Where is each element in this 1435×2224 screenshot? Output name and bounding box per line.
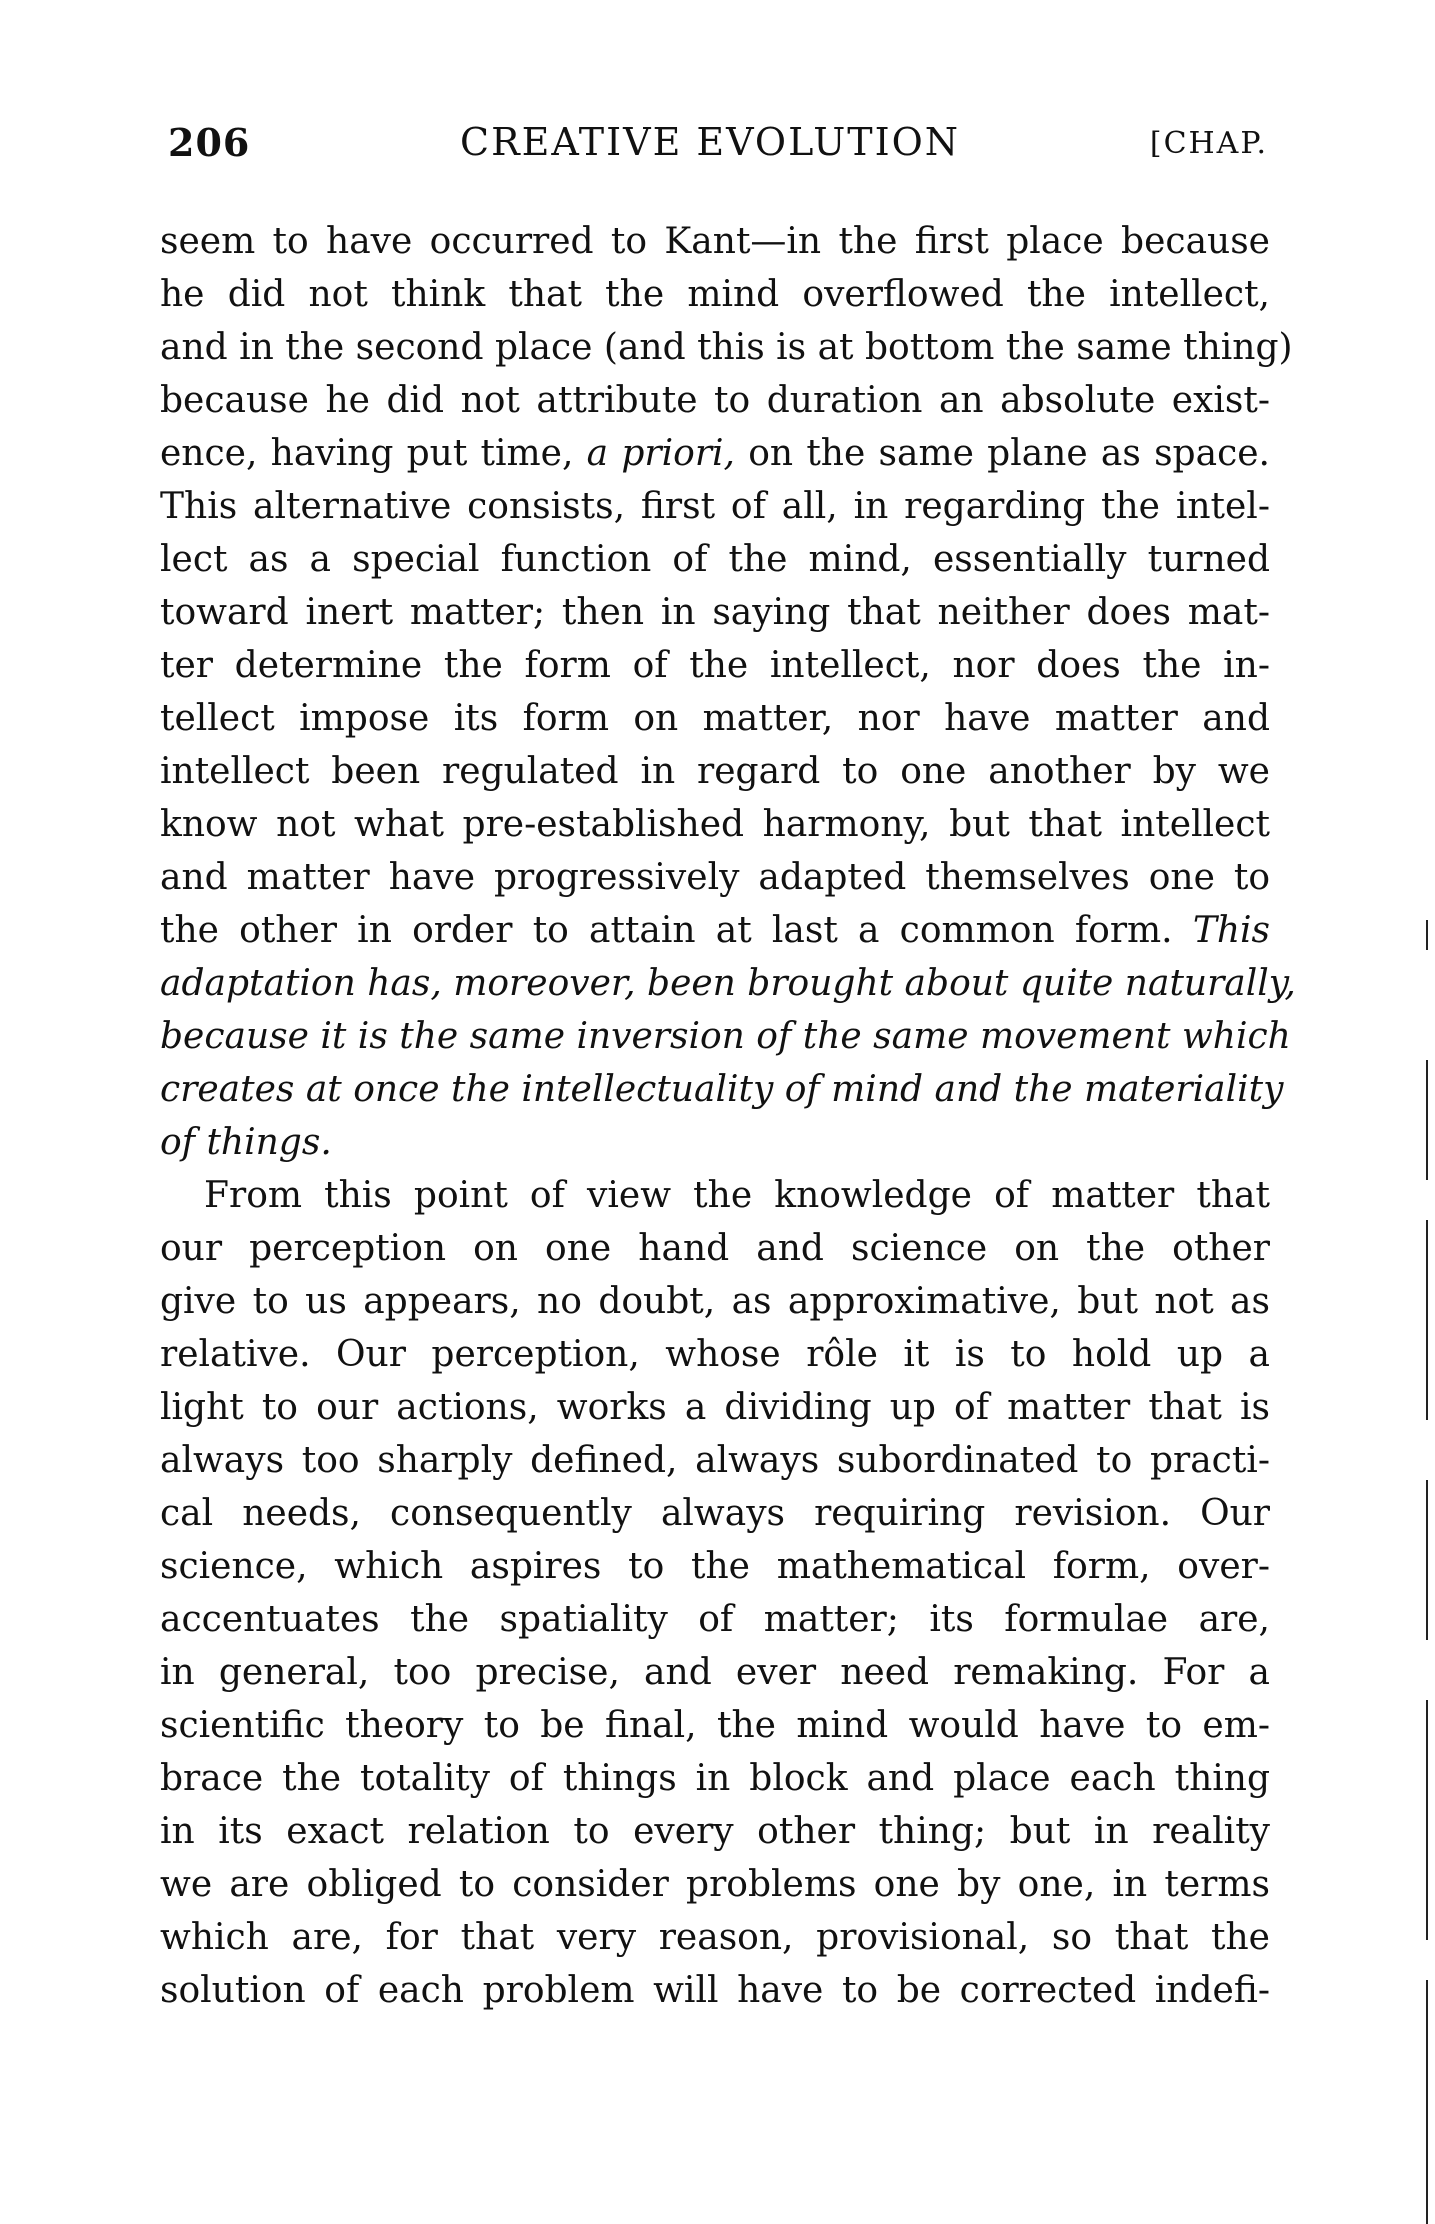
text-line: solution of each problem will have to be corrected indefi- (160, 1970, 1270, 2011)
text-line: seem to have occurred to Kant—in the first place because (160, 221, 1270, 262)
text-line: intellect been regulated in regard to one another by we (160, 751, 1270, 792)
text-line: he did not think that the mind overflowed the intellect, (160, 274, 1270, 315)
italic-phrase: This (1192, 910, 1270, 951)
text-line (160, 957, 1296, 1010)
text-line: we are obliged to consider problems one by one, in terms (160, 1864, 1270, 1905)
chapter-marker: [CHAP. (1149, 126, 1268, 161)
text-line (160, 427, 1270, 480)
italic-phrase: because it is the same inversion of the same movement which (160, 1016, 1291, 1057)
text-line: lect as a special function of the mind, essentially turned (160, 539, 1270, 580)
text-run: ence, having put time, (160, 433, 574, 474)
text-line: This alternative consists, first of all, in regarding the intel- (160, 486, 1270, 527)
scan-mark (1426, 1980, 1428, 2224)
page-number: 206 (168, 120, 251, 165)
italic-phrase: a priori, (586, 433, 735, 474)
text-line: because he did not attribute to duration an absolute exist- (160, 380, 1270, 421)
text-line (160, 1063, 1284, 1116)
text-line: our perception on one hand and science on the other (160, 1228, 1270, 1269)
text-line: cal needs, consequently always requiring revision. Our (160, 1493, 1270, 1534)
scan-edge-marks (1421, 880, 1435, 2224)
text-line: light to our actions, works a dividing up of matter that is (160, 1387, 1270, 1428)
text-run: the other in order to attain at last a common form. (160, 910, 1173, 951)
scan-mark (1426, 1220, 1428, 1420)
text-line (160, 904, 1270, 957)
text-line: and matter have progressively adapted themselves one to (160, 857, 1270, 898)
running-title: CREATIVE EVOLUTION (460, 120, 961, 164)
text-line: accentuates the spatiality of matter; its formulae are, (160, 1599, 1270, 1640)
text-line: give to us appears, no doubt, as approximative, but not as (160, 1281, 1270, 1322)
text-run: on the same plane as space. (748, 433, 1270, 474)
scan-mark (1426, 1700, 1428, 1940)
text-line: toward inert matter; then in saying that neither does mat- (160, 592, 1270, 633)
text-line: always too sharply defined, always subordinated to practi- (160, 1440, 1270, 1481)
text-line: and in the second place (and this is at bottom the same thing) (160, 327, 1293, 368)
body-text (160, 215, 1296, 2017)
scan-mark (1426, 920, 1428, 950)
text-line: which are, for that very reason, provisional, so that the (160, 1917, 1270, 1958)
text-line: relative. Our perception, whose rôle it is to hold up a (160, 1334, 1270, 1375)
text-line (160, 1116, 1270, 1169)
text-line: brace the totality of things in block and place each thing (160, 1758, 1270, 1799)
italic-phrase: creates at once the intellectuality of mind and the materiality (160, 1069, 1284, 1110)
text-line: know not what pre-established harmony, but that intellect (160, 804, 1270, 845)
scan-mark (1426, 1060, 1428, 1180)
text-line: in its exact relation to every other thing; but in reality (160, 1811, 1270, 1852)
text-line: science, which aspires to the mathematical form, over- (160, 1546, 1270, 1587)
paragraph-start-line: From this point of view the knowledge of matter that (204, 1175, 1270, 1216)
text-line: tellect impose its form on matter, nor have matter and (160, 698, 1270, 739)
running-header (168, 120, 1268, 180)
italic-phrase: adaptation has, moreover, been brought about quite naturally, (160, 963, 1296, 1004)
italic-phrase: of things. (160, 1122, 332, 1163)
text-line: ter determine the form of the intellect, nor does the in- (160, 645, 1270, 686)
text-line: scientific theory to be final, the mind would have to em- (160, 1705, 1270, 1746)
text-line (160, 1010, 1291, 1063)
text-line: in general, too precise, and ever need remaking. For a (160, 1652, 1270, 1693)
scan-mark (1426, 1480, 1428, 1640)
